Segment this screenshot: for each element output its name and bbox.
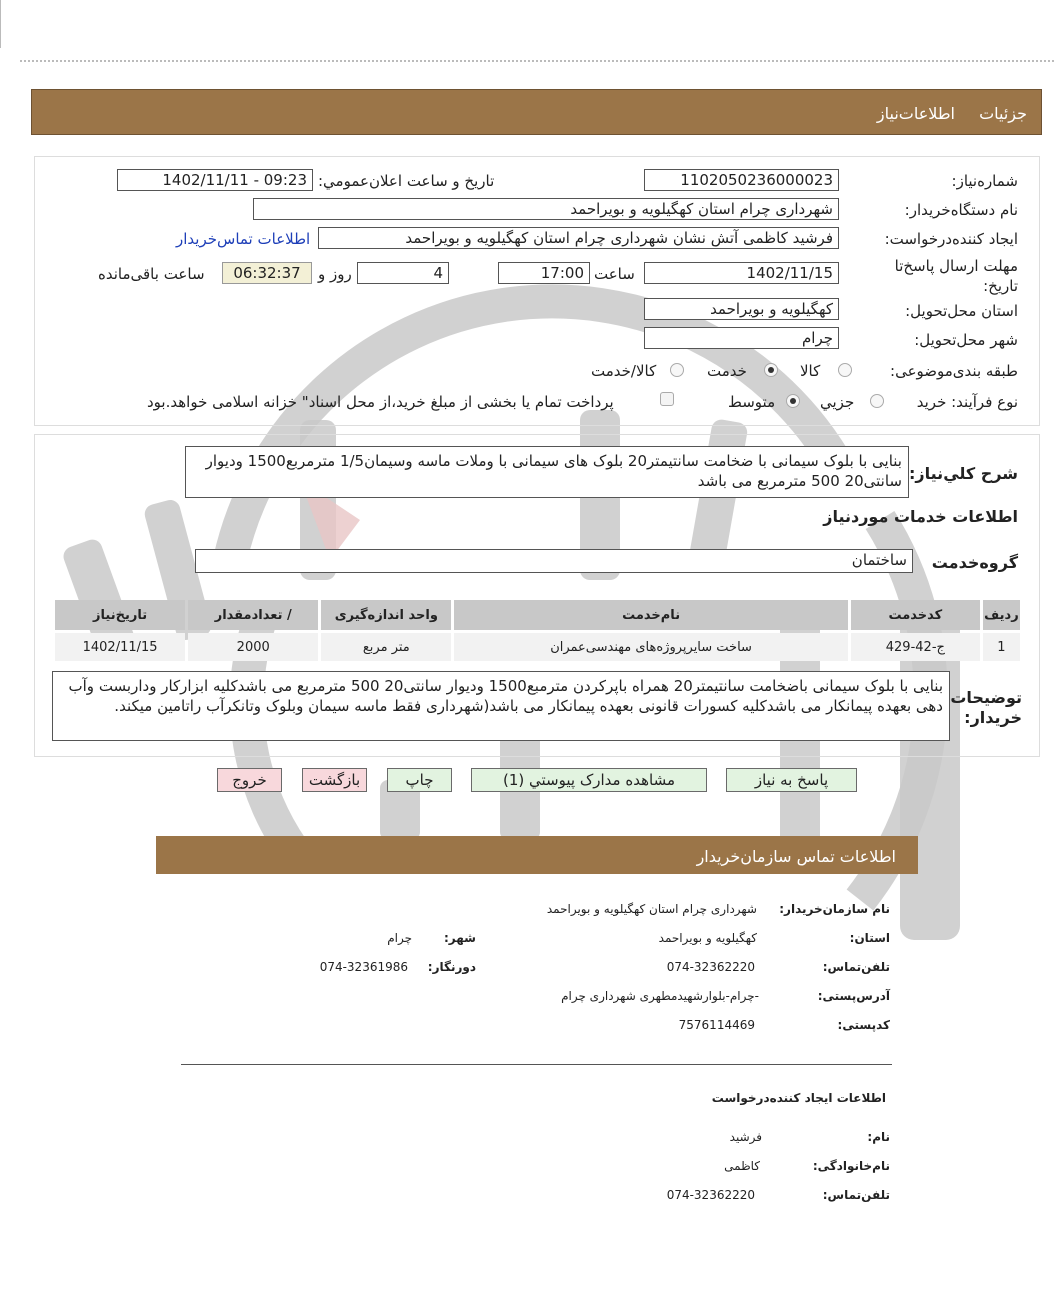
service-group-field: ساختمان [195,549,913,573]
contact-city-label: شهر: [444,931,476,945]
creator-phone-label: تلفن‌تماس: [822,1188,890,1202]
cell-service-name: ساخت سایرپروژه‌های مهندسی‌عمران [454,633,847,661]
back-button[interactable]: بازگشت [302,768,367,792]
summary-label: شرح کلي‌نیاز: [909,464,1018,483]
dotted-separator [20,60,1054,62]
days-field: 4 [357,262,449,284]
creator-field: فرشید کاظمی آتش نشان شهرداری چرام استان کهگیلویه و بویراحمد [318,227,839,249]
contact-postal-value: 7576114469 [678,1018,755,1032]
deadline-time-field: 17:00 [498,262,590,284]
contact-fax-label: دورنگار: [427,960,476,974]
table-row [55,633,1020,661]
reply-button[interactable]: پاسخ به نیاز [726,768,857,792]
attachments-button[interactable]: مشاهده مدارک پیوستي (1) [471,768,707,792]
category-goods-label: کالا [800,362,821,380]
remaining-label: ساعت باقی‌مانده [98,265,205,283]
cell-need-date: 1402/11/15 [55,633,185,661]
category-both-radio[interactable] [670,363,684,377]
contact-fax-value: 074-32361986 [319,960,408,974]
creator-first-name-label: نام: [867,1130,890,1144]
contact-org-value: شهرداری چرام استان کهگیلویه و بویراحمد [546,902,757,916]
tab-need-info[interactable]: اطلاعات‌نیاز [876,104,955,123]
announce-label: تاریخ و ساعت اعلان‌عمومي: [318,172,495,190]
treasury-payment-label: پرداخت تمام یا بخشی از مبلغ خرید،از محل اسناد" خزانه اسلامی خواهد.بود [147,393,614,411]
treasury-payment-checkbox[interactable] [660,392,674,406]
contact-address-value: -چرام-بلوارشهیدمطهری شهرداری چرام [561,989,759,1003]
deadline-label: مهلت ارسال پاسخ‌تا تاریخ: [894,257,1018,295]
process-partial-radio[interactable] [870,394,884,408]
creator-first-name-value: فرشید [729,1130,762,1144]
cell-quantity: 2000 [188,633,318,661]
col-row: ردیف [983,600,1020,630]
contact-province-label: استان: [849,931,890,945]
creator-last-name-value: کاظمی [724,1159,760,1173]
process-type-label: نوع فرآیند: خرید [916,393,1018,411]
buyer-notes-text: بنایی با بلوک سیمانی باضخامت سانتیمتر20 همراه باپرکردن مترمبع1500 ودیوار سانتی20 500 مترمربع می باشدکلیه ابزارکار وداربست وآب دهی بعهده پیمانکار می باشدکلیه کسورات قانونی بعهده پیمانکار می باشد(شهرداری فقط ماسه سیمان وبلوک وتانکرآب راتامین میکند. [52,671,950,741]
contact-info-title: اطلاعات تماس سازمان‌خریدار [696,847,896,866]
deadline-date-field: 1402/11/15 [644,262,839,284]
creator-phone-value: 074-32362220 [666,1188,755,1202]
category-both-label: کالا/خدمت [591,362,657,380]
service-group-label: گروه‌خدمت [931,553,1018,572]
creator-last-name-label: نام‌خانوادگی: [812,1159,890,1173]
announce-datetime-field: 1402/11/11 - 09:23 [117,169,313,191]
process-partial-label: جزیي [820,393,855,411]
cell-service-code: ج-42-429 [851,633,980,661]
province-label: استان محل‌تحویل: [905,302,1018,320]
tab-details[interactable]: جزئیات [979,104,1027,123]
category-label: طبقه بندی‌موضوعی: [890,362,1018,380]
services-table [52,597,1023,664]
need-number-label: شماره‌نیاز: [951,172,1018,190]
exit-button[interactable]: خروج [217,768,282,792]
category-service-radio[interactable] [764,363,778,377]
col-unit: واحد اندازه‌گیری [321,600,451,630]
services-title: اطلاعات خدمات موردنیاز [823,507,1018,526]
tab-header-bar [31,89,1042,135]
contact-phone-value: 074-32362220 [666,960,755,974]
buyer-contact-link[interactable]: اطلاعات تماس‌خریدار [176,230,311,248]
remaining-time-field: 06:32:37 [222,262,312,284]
process-medium-radio[interactable] [786,394,800,408]
need-number-field: 1102050236000023 [644,169,839,191]
contact-address-label: آدرس‌پستی: [817,989,890,1003]
cell-row: 1 [983,633,1020,661]
category-service-label: خدمت [707,362,747,380]
deadline-time-label: ساعت [594,265,635,283]
left-border-line [0,0,9,48]
process-medium-label: متوسط [728,393,776,411]
contact-phone-label: تلفن‌تماس: [822,960,890,974]
province-field: کهگیلویه و بویراحمد [644,298,839,320]
contact-province-value: کهگیلویه و بویراحمد [658,931,757,945]
city-field: چرام [644,327,839,349]
summary-text: بنایی با بلوک سیمانی با ضخامت سانتیمتر20 بلوک های سیمانی با وملات ماسه وسیمان1/5 مترمربع1500 ودیوار سانتی20 500 مترمربع می باشد [185,446,909,498]
contact-city-value: چرام [387,931,412,945]
table-header-row [55,600,1020,630]
contact-org-label: نام سازمان‌خریدار: [779,902,890,916]
buyer-org-field: شهرداری چرام استان کهگیلویه و بویراحمد [253,198,839,220]
city-label: شهر محل‌تحویل: [914,331,1018,349]
creator-label: ایجاد کننده‌درخواست: [884,230,1018,248]
contact-divider [181,1064,892,1065]
cell-unit: متر مربع [321,633,451,661]
category-goods-radio[interactable] [838,363,852,377]
col-need-date: تاریخ‌نیاز [55,600,185,630]
creator-info-title: اطلاعات ایجاد کننده‌درخواست [711,1091,886,1105]
print-button[interactable]: چاپ [387,768,452,792]
col-quantity: / تعدادمقدار [188,600,318,630]
col-service-name: نام‌خدمت [454,600,847,630]
col-service-code: کدخدمت [851,600,980,630]
contact-info-bar [156,836,918,874]
buyer-notes-label: توضیحات خریدار: [950,688,1022,727]
days-label: روز و [318,265,352,283]
buyer-org-label: نام دستگاه‌خریدار: [904,201,1018,219]
contact-postal-label: کدپستی: [837,1018,890,1032]
